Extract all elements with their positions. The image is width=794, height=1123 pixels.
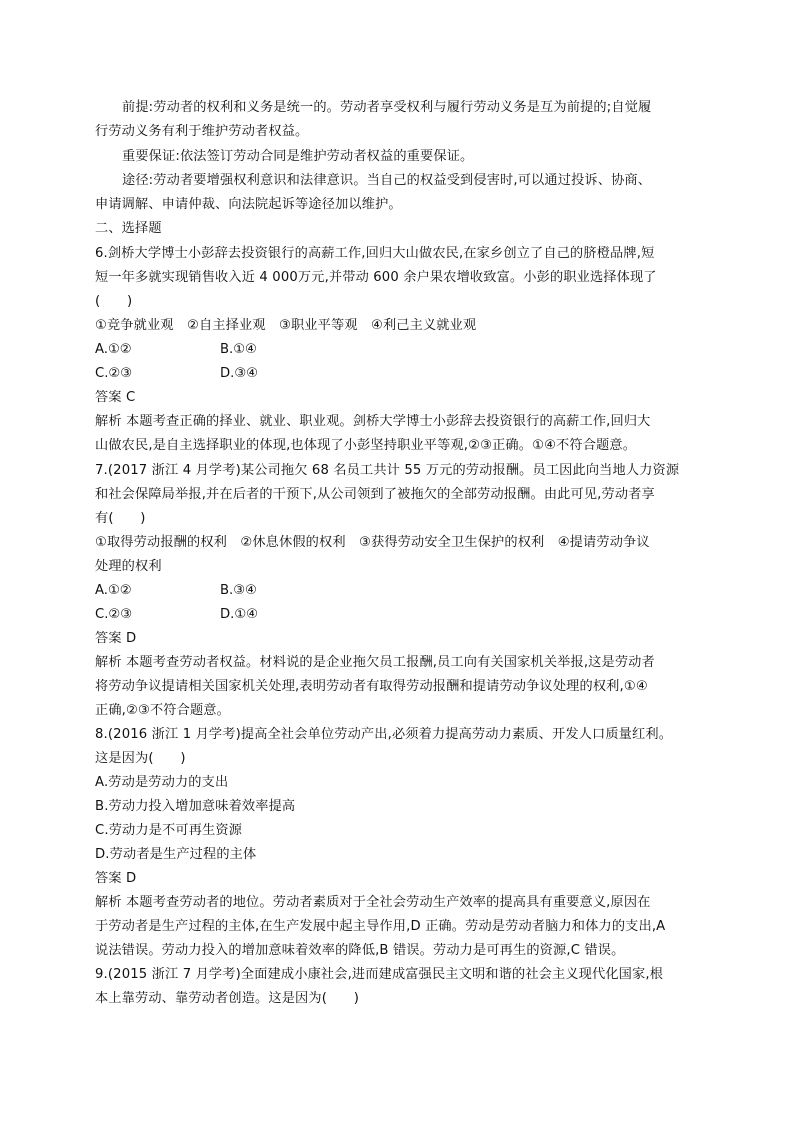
q7-analysis-line-1: 解析 本题考查劳动者权益。材料说的是企业拖欠员工报酬,员工向有关国家机关举报,这是劳动者: [95, 655, 655, 670]
q6-stem-line-2: 短一年多就实现销售收入近 4 000万元,并带动 600 余户果农增收致富。小彭的职业选择体现了: [95, 270, 657, 285]
route-line-1: 途径:劳动者要增强权利意识和法律意识。当自己的权益受到侵害时,可以通过投诉、协商、: [122, 173, 652, 188]
q7-items-line-1: ①取得劳动报酬的权利 ②休息休假的权利 ③获得劳动安全卫生保护的权利 ④提请劳动争议: [95, 535, 650, 550]
q8-answer: 答案 D: [95, 871, 137, 886]
q9-stem-line-1: 9.(2015 浙江 7 月学考)全面建成小康社会,进而建成富强民主文明和谐的社会主义现代化国家,根: [95, 967, 664, 982]
q7-stem-line-3: 有( ): [95, 511, 146, 526]
q6-option-a: A.①②: [95, 342, 132, 357]
q7-stem-line-2: 和社会保障局举报,并在后者的干预下,从公司领到了被拖欠的全部劳动报酬。由此可见,劳动者享: [95, 487, 655, 502]
q6-option-d: D.③④: [220, 366, 258, 381]
premise-line-2: 行劳动义务有利于维护劳动者权益。: [95, 124, 309, 139]
q8-option-d: D.劳动者是生产过程的主体: [95, 847, 257, 862]
q6-option-b: B.①④: [220, 342, 257, 357]
q8-option-a: A.劳动是劳动力的支出: [95, 775, 229, 790]
q8-analysis-line-3: 说法错误。劳动力投入的增加意味着效率的降低,B 错误。劳动力是可再生的资源,C 错误。: [95, 943, 625, 958]
q6-analysis-line-1: 解析 本题考查正确的择业、就业、职业观。剑桥大学博士小彭辞去投资银行的高薪工作,回归大: [95, 414, 651, 429]
q8-option-b: B.劳动力投入增加意味着效率提高: [95, 799, 296, 814]
q7-option-b: B.③④: [220, 583, 257, 598]
q6-analysis-line-2: 山做农民,是自主选择职业的体现,也体现了小彭坚持职业平等观,②③正确。①④不符合题意。: [95, 438, 637, 453]
q6-option-c: C.②③: [95, 366, 133, 381]
q7-option-c: C.②③: [95, 607, 133, 622]
q7-analysis-line-2: 将劳动争议提请相关国家机关处理,表明劳动者有取得劳动报酬和提请劳动争议处理的权利,①④: [95, 679, 648, 694]
q8-stem-line-1: 8.(2016 浙江 1 月学考)提高全社会单位劳动产出,必须着力提高劳动力素质、开发人口质量红利。: [95, 727, 673, 742]
q6-items: ①竞争就业观 ②自主择业观 ③职业平等观 ④利己主义就业观: [95, 318, 477, 333]
q9-stem-line-2: 本上靠劳动、靠劳动者创造。这是因为( ): [95, 991, 360, 1006]
q7-option-d: D.①④: [220, 607, 258, 622]
q6-stem-line-3: ( ): [95, 294, 133, 309]
section-heading: 二、选择题: [95, 221, 162, 236]
q7-items-line-2: 处理的权利: [95, 559, 162, 574]
q6-answer: 答案 C: [95, 390, 136, 405]
q8-option-c: C.劳动力是不可再生资源: [95, 823, 243, 838]
q7-stem-line-1: 7.(2017 浙江 4 月学考)某公司拖欠 68 名员工共计 55 万元的劳动报酬。员工因此向当地人力资源: [95, 463, 680, 478]
guarantee-line: 重要保证:依法签订劳动合同是维护劳动者权益的重要保证。: [122, 149, 474, 164]
premise-line-1: 前提:劳动者的权利和义务是统一的。劳动者享受权利与履行劳动义务是互为前提的;自觉履: [122, 100, 652, 115]
q8-stem-line-2: 这是因为( ): [95, 751, 186, 766]
q7-option-a: A.①②: [95, 583, 132, 598]
q6-stem-line-1: 6.剑桥大学博士小彭辞去投资银行的高薪工作,回归大山做农民,在家乡创立了自己的脐橙品牌,短: [95, 246, 655, 261]
q7-analysis-line-3: 正确,②③不符合题意。: [95, 703, 230, 718]
q8-analysis-line-2: 于劳动者是生产过程的主体,在生产发展中起主导作用,D 正确。劳动是劳动者脑力和体力的支出,A: [95, 919, 666, 934]
q7-answer: 答案 D: [95, 631, 137, 646]
q8-analysis-line-1: 解析 本题考查劳动者的地位。劳动者素质对于全社会劳动生产效率的提高具有重要意义,原因在: [95, 895, 651, 910]
route-line-2: 申请调解、申请仲裁、向法院起诉等途径加以维护。: [95, 197, 402, 212]
